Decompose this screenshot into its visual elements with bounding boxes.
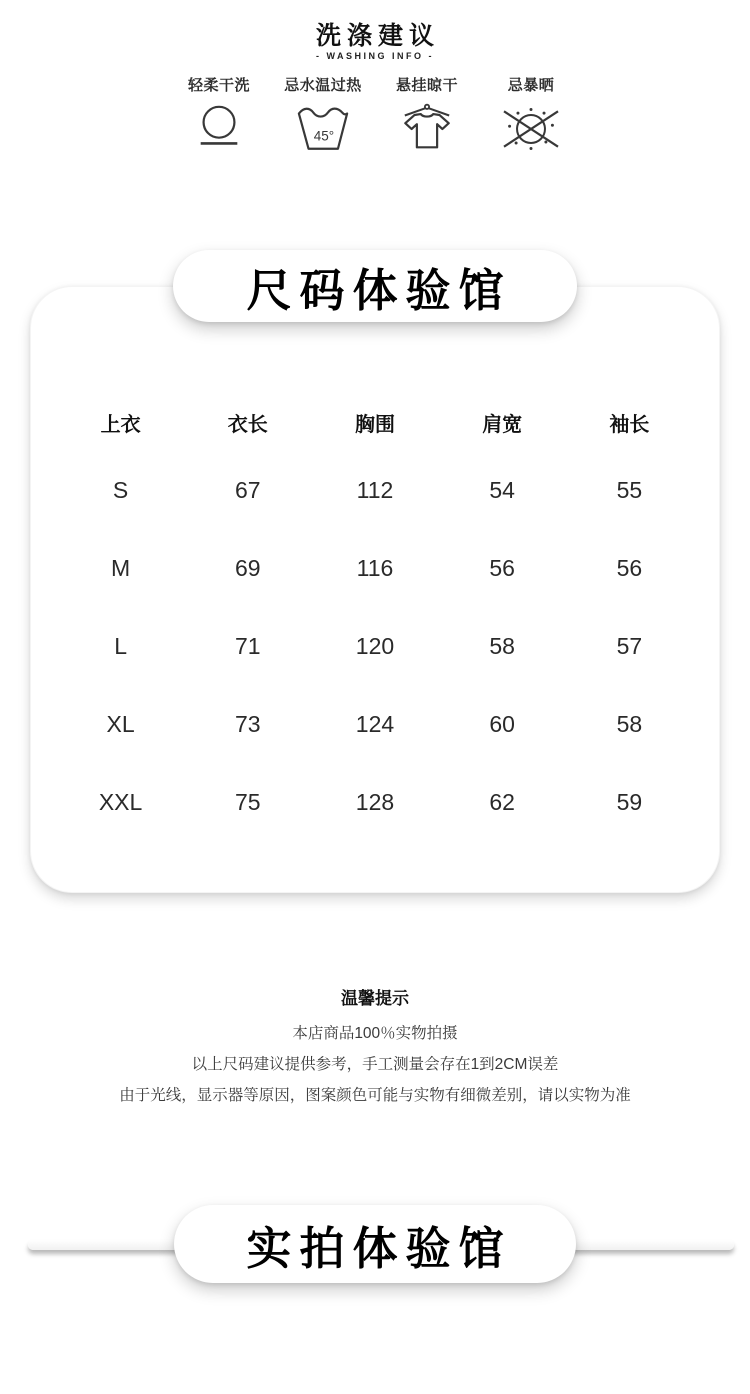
no-sun-exposure-icon [500,102,562,156]
size-table-cell: 56 [616,554,643,581]
washing-section-subtitle: - WASHING INFO - [316,51,434,61]
size-table-cell: 124 [355,710,395,737]
washing-item-label: 忌暴晒 [507,77,555,94]
size-table-header-cell: 衣长 [227,413,268,436]
size-chart-card [30,286,720,893]
size-table-cell: 116 [356,554,394,581]
wash-temp-label: 45° [313,128,335,144]
size-table-cell: 62 [489,788,515,815]
size-table-header-cell: 肩宽 [482,413,523,436]
dry-clean-gentle-icon [190,102,248,156]
tips-section [0,984,750,1111]
size-table-cell: 67 [234,476,261,503]
washing-item-label: 忌水温过热 [284,77,362,94]
size-chart-table [57,393,693,841]
size-table-cell: 59 [616,788,643,815]
size-table-cell: 73 [234,710,261,737]
size-table-cell: 54 [489,476,515,503]
size-table-header-cell: 上衣 [100,413,141,436]
size-table-header-cell: 袖长 [609,413,650,436]
max-temp-45-wash-icon [294,102,352,156]
tips-title: 温馨提示 [341,989,409,1008]
size-table-cell: 128 [355,788,395,815]
size-table-cell: 55 [616,476,643,503]
size-table-cell: 56 [489,554,515,581]
photo-section-title: 实拍体验馆 [246,1222,512,1274]
size-table-cell: 58 [489,632,515,659]
hang-dry-icon [398,102,456,156]
washing-item-hang-dry [379,74,475,156]
size-table-cell: S [112,476,129,503]
size-section-title: 尺码体验馆 [246,264,512,316]
photo-section-title-pill [174,1205,576,1283]
size-table-cell: L [114,632,127,659]
size-table-cell: 60 [489,710,515,737]
size-table-cell: XL [106,710,135,737]
washing-item-no-sun [483,74,579,156]
washing-item-dry-clean [171,74,267,156]
size-table-header-cell: 胸围 [354,413,395,436]
washing-item-max-temp [275,74,371,156]
washing-section-title: 洗涤建议 [315,22,440,50]
washing-item-label: 悬挂晾干 [395,77,458,94]
washing-icons-row [0,74,750,156]
size-table-cell: 75 [234,788,261,815]
size-table-cell: 58 [616,710,643,737]
size-table-cell: 112 [356,476,394,503]
tips-line: 本店商品100％实物拍摄 [292,1025,458,1042]
washing-item-label: 轻柔干洗 [187,77,250,94]
size-table-cell: 57 [616,632,643,659]
tips-line: 以上尺码建议提供参考，手工测量会存在1到2CM误差 [191,1056,559,1073]
size-table-cell: XXL [98,788,143,815]
size-table-cell: 120 [355,632,395,659]
size-section-title-pill [173,250,577,322]
tips-line: 由于光线，显示器等原因，图案颜色可能与实物有细微差别，请以实物为准 [119,1087,631,1104]
size-table-cell: 71 [234,632,261,659]
size-table-cell: M [111,554,131,581]
size-table-cell: 69 [234,554,261,581]
